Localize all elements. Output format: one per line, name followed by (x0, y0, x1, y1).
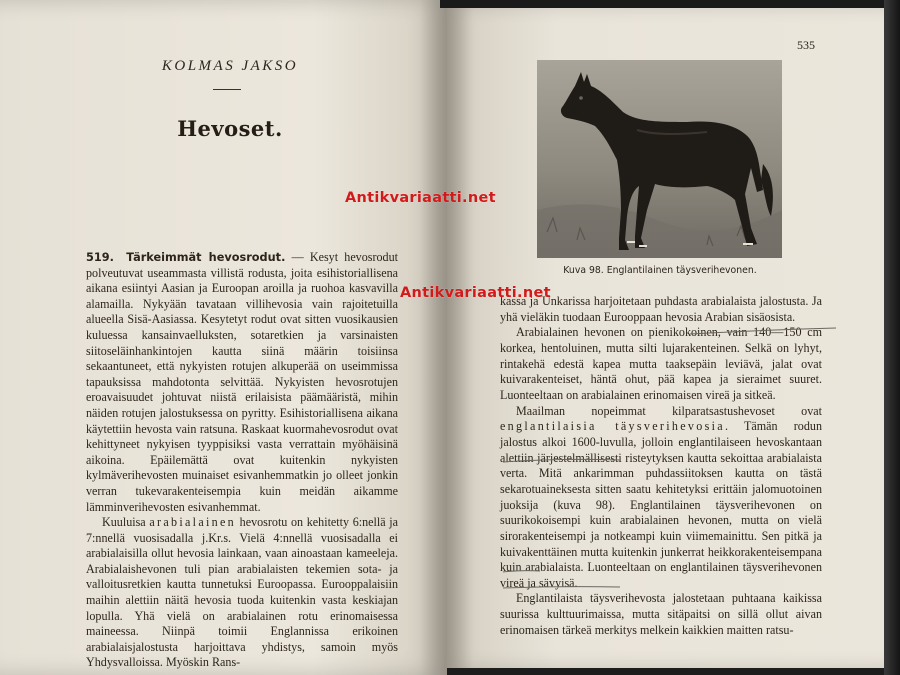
horse-illustration (537, 60, 782, 258)
emphasized-term: englantilaisia täysverihevosia (500, 419, 725, 434)
paragraph-text: — Kesyt hevosrodut polveutuvat useammasta villistä rodusta, joita esihistoriallisena aikana esiintyi Aasian ja Euroopan aroilla ja ruohoa kasvavilla alamailla. Nykyään tavataan villihevosia vain rajoitetuilla alueella Sisä-Aasiassa. Kesytetyt rodut ovat sitten vuosikausien kuluessa kansainvaelluksten, sotaretkien ja varsinaisten siitoseläinhankintojen kautta siinä määrin toisiinsa sekaantuneet, että nykyisten rotujen alkuperää on useimmissa tapauksissa mahdotonta selvittää. Nykyisten hevosrotujen eroavaisuudet johtuvat niistä erilaisista päämääristä, mihin näiden rotujen jalostuksessa on pyritty. Esihistoriallisena aikana käytettiin hevosta vain ratsuna. Raskaat kuormahevosrodut ovat kehittyneet nykyisen tyyppisiksi vasta verrattain myöhäisinä aikoina. Epäilemättä ovat kuitenkin nykyisten kylmäverihevosten muinaiset esivanhemmatkin jo olleet jonkin verran tukevarakenteisempia kuin meidän aikamme lämminverihevosten esivanhemmat. (86, 250, 399, 514)
book-cover-edge (884, 0, 900, 675)
paragraph (86, 515, 398, 671)
horse-illustration-icon (537, 60, 782, 258)
page-number: 535 (797, 38, 815, 52)
section-title: Tärkeimmät hevosrodut. (126, 251, 286, 264)
paragraph (500, 404, 822, 592)
section-number: 519. (86, 251, 114, 264)
section-heading: KOLMAS JAKSO (161, 58, 299, 74)
watermark: Antikvariaatti.net (400, 285, 551, 301)
paragraph-text: hevosrotu on kehitetty 6:nellä ja 7:nnellä vuosisadalla j.Kr.s. Vielä 4:nnellä vuosisadalla ei arabialaisilla ollut hevosia lainkaan, vaan ainoastaan kameeleja. Arabialaishevonen tuli pian arabialaisten tekemien sota- ja valloitusretkien kautta tunnetuksi Euroopassa. Eurooppalaisiin maihin alettiin näitä hevosia tuoda kuitenkin vasta keskiajan lopulla. Yhä vielä on arabialainen rotu erinomaisessa maineessa. Niinpä toimii Englannissa erikoinen arabialaisjalostusta harjoittava yhdistys, samoin myös Yhdysvalloissa. Myöskin Rans- (86, 515, 398, 670)
chapter-title: Hevoset. (177, 116, 283, 141)
watermark: Antikvariaatti.net (345, 190, 496, 206)
paragraph (86, 250, 398, 515)
paragraph-text: Kuuluisa (102, 515, 150, 530)
paragraph: kassa ja Unkarissa harjoitetaan puhdasta arabialaista jalostusta. Ja yhä vieläkin tuodaan Eurooppaan hevosia Arabian sisäosista. (500, 294, 822, 324)
left-body-text (86, 250, 398, 671)
heading-divider (213, 89, 241, 90)
figure-caption: Kuva 98. Englantilainen täysverihevonen. (563, 265, 757, 276)
paragraph-text: Maailman nopeimmat kilparatsastushevoset ovat (516, 403, 822, 418)
paragraph: Englantilaista täysverihevosta jalostetaan puhtaana kaikissa suurissa kulttuurimaissa, mutta sitäpaitsi on sillä ollut aivan erinomaisen tärkeä merkitys melkein kaikkien maitten ratsu- (500, 591, 822, 637)
right-body-text (500, 294, 822, 638)
paragraph: Arabialainen hevonen on pienikokoinen, vain 140—150 cm korkea, hentoluinen, mutta silti lujarakenteinen. Selkä on lyhyt, rintakehä edestä kapea mutta taaksepäin leviävä, jalat ovat kuivarakenteiset, häntä ohut, pää kapea ja sieraimet suuret. Luonteeltaan on arabialainen erinomaisen vireä ja sitkeä. (500, 325, 822, 402)
emphasized-term: arabialainen (149, 515, 237, 530)
paragraph-text: . Tämän rodun jalostus alkoi 1600-luvulla, jolloin englantilaiseen hevoskantaan alettiin järjestelmällisesti risteytyksen kautta sekoittaa arabialaista verta. Mitä ankarimman puhdassiitoksen kautta on tästä sekarotuaineksesta sitten saatu kehitetyksi erittäin jalomuotoinen juoksija (kuva 98). Englantilainen täysverihevonen on suurikokoisempi kuin arabialainen hevonen, mutta on vielä sirorakenteisempi ja notkeampi kuin viimemainittu. Sen pitkä ja kuivakenttäinen mutta kuitenkin junkerrat heikkorakenteisempana kuin arabialaista. Luonteeltaan on englantilainen täysverihevonen vireä ja sävyisä. (500, 419, 822, 590)
book-cover-top (440, 0, 900, 8)
